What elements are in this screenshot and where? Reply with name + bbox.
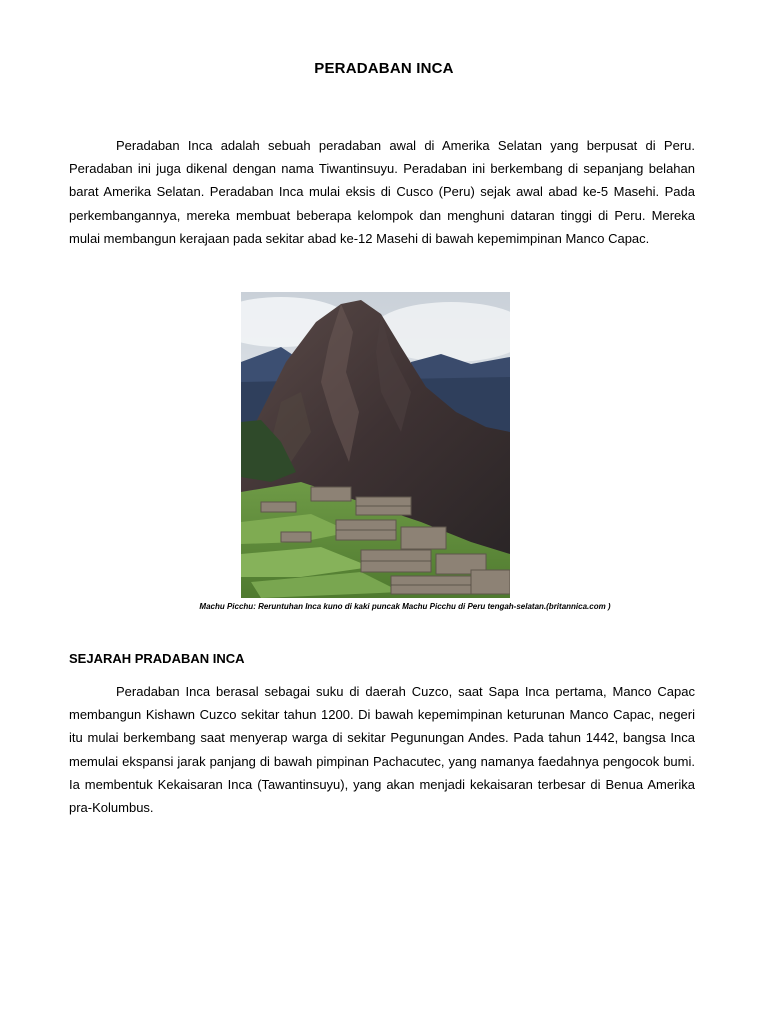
machu-picchu-photo	[241, 292, 510, 598]
intro-paragraph: Peradaban Inca adalah sebuah peradaban awal di Amerika Selatan yang berpusat di Peru. Peradaban ini juga dikenal dengan nama Tiwantinsuyu. Peradaban ini berkembang di sepanjang belahan barat Amerika Selatan. Peradaban Inca mulai eksis di Cusco (Peru) sejak awal abad ke-5 Masehi. Pada perkembangannya, mereka membuat beberapa kelompok dan menghuni dataran tinggi di Peru. Mereka mulai membangun kerajaan pada sekitar abad ke-12 Masehi di bawah kepemimpinan Manco Capac.	[69, 138, 695, 246]
figure-caption: Machu Picchu: Reruntuhan Inca kuno di kaki puncak Machu Picchu di Peru tengah-selatan.(britannica.com )	[199, 602, 611, 611]
page-title: PERADABAN INCA	[314, 60, 454, 77]
history-paragraph: Peradaban Inca berasal sebagai suku di daerah Cuzco, saat Sapa Inca pertama, Manco Capac membangun Kishawn Cuzco sekitar tahun 1200. Di bawah kepemimpinan keturunan Manco Capac, negeri itu mulai berkembang saat menyerap warga di sekitar Pegunungan Andes. Pada tahun 1442, bangsa Inca memulai ekspansi jarak panjang di bawah pimpinan Pachacutec, yang namanya faedahnya pengocok bumi. Ia membentuk Kekaisaran Inca (Tawantinsuyu), yang akan menjadi kekaisaran terbesar di Benua Amerika pra-Kolumbus.	[69, 684, 695, 816]
section-heading: SEJARAH PRADABAN INCA	[69, 651, 245, 666]
